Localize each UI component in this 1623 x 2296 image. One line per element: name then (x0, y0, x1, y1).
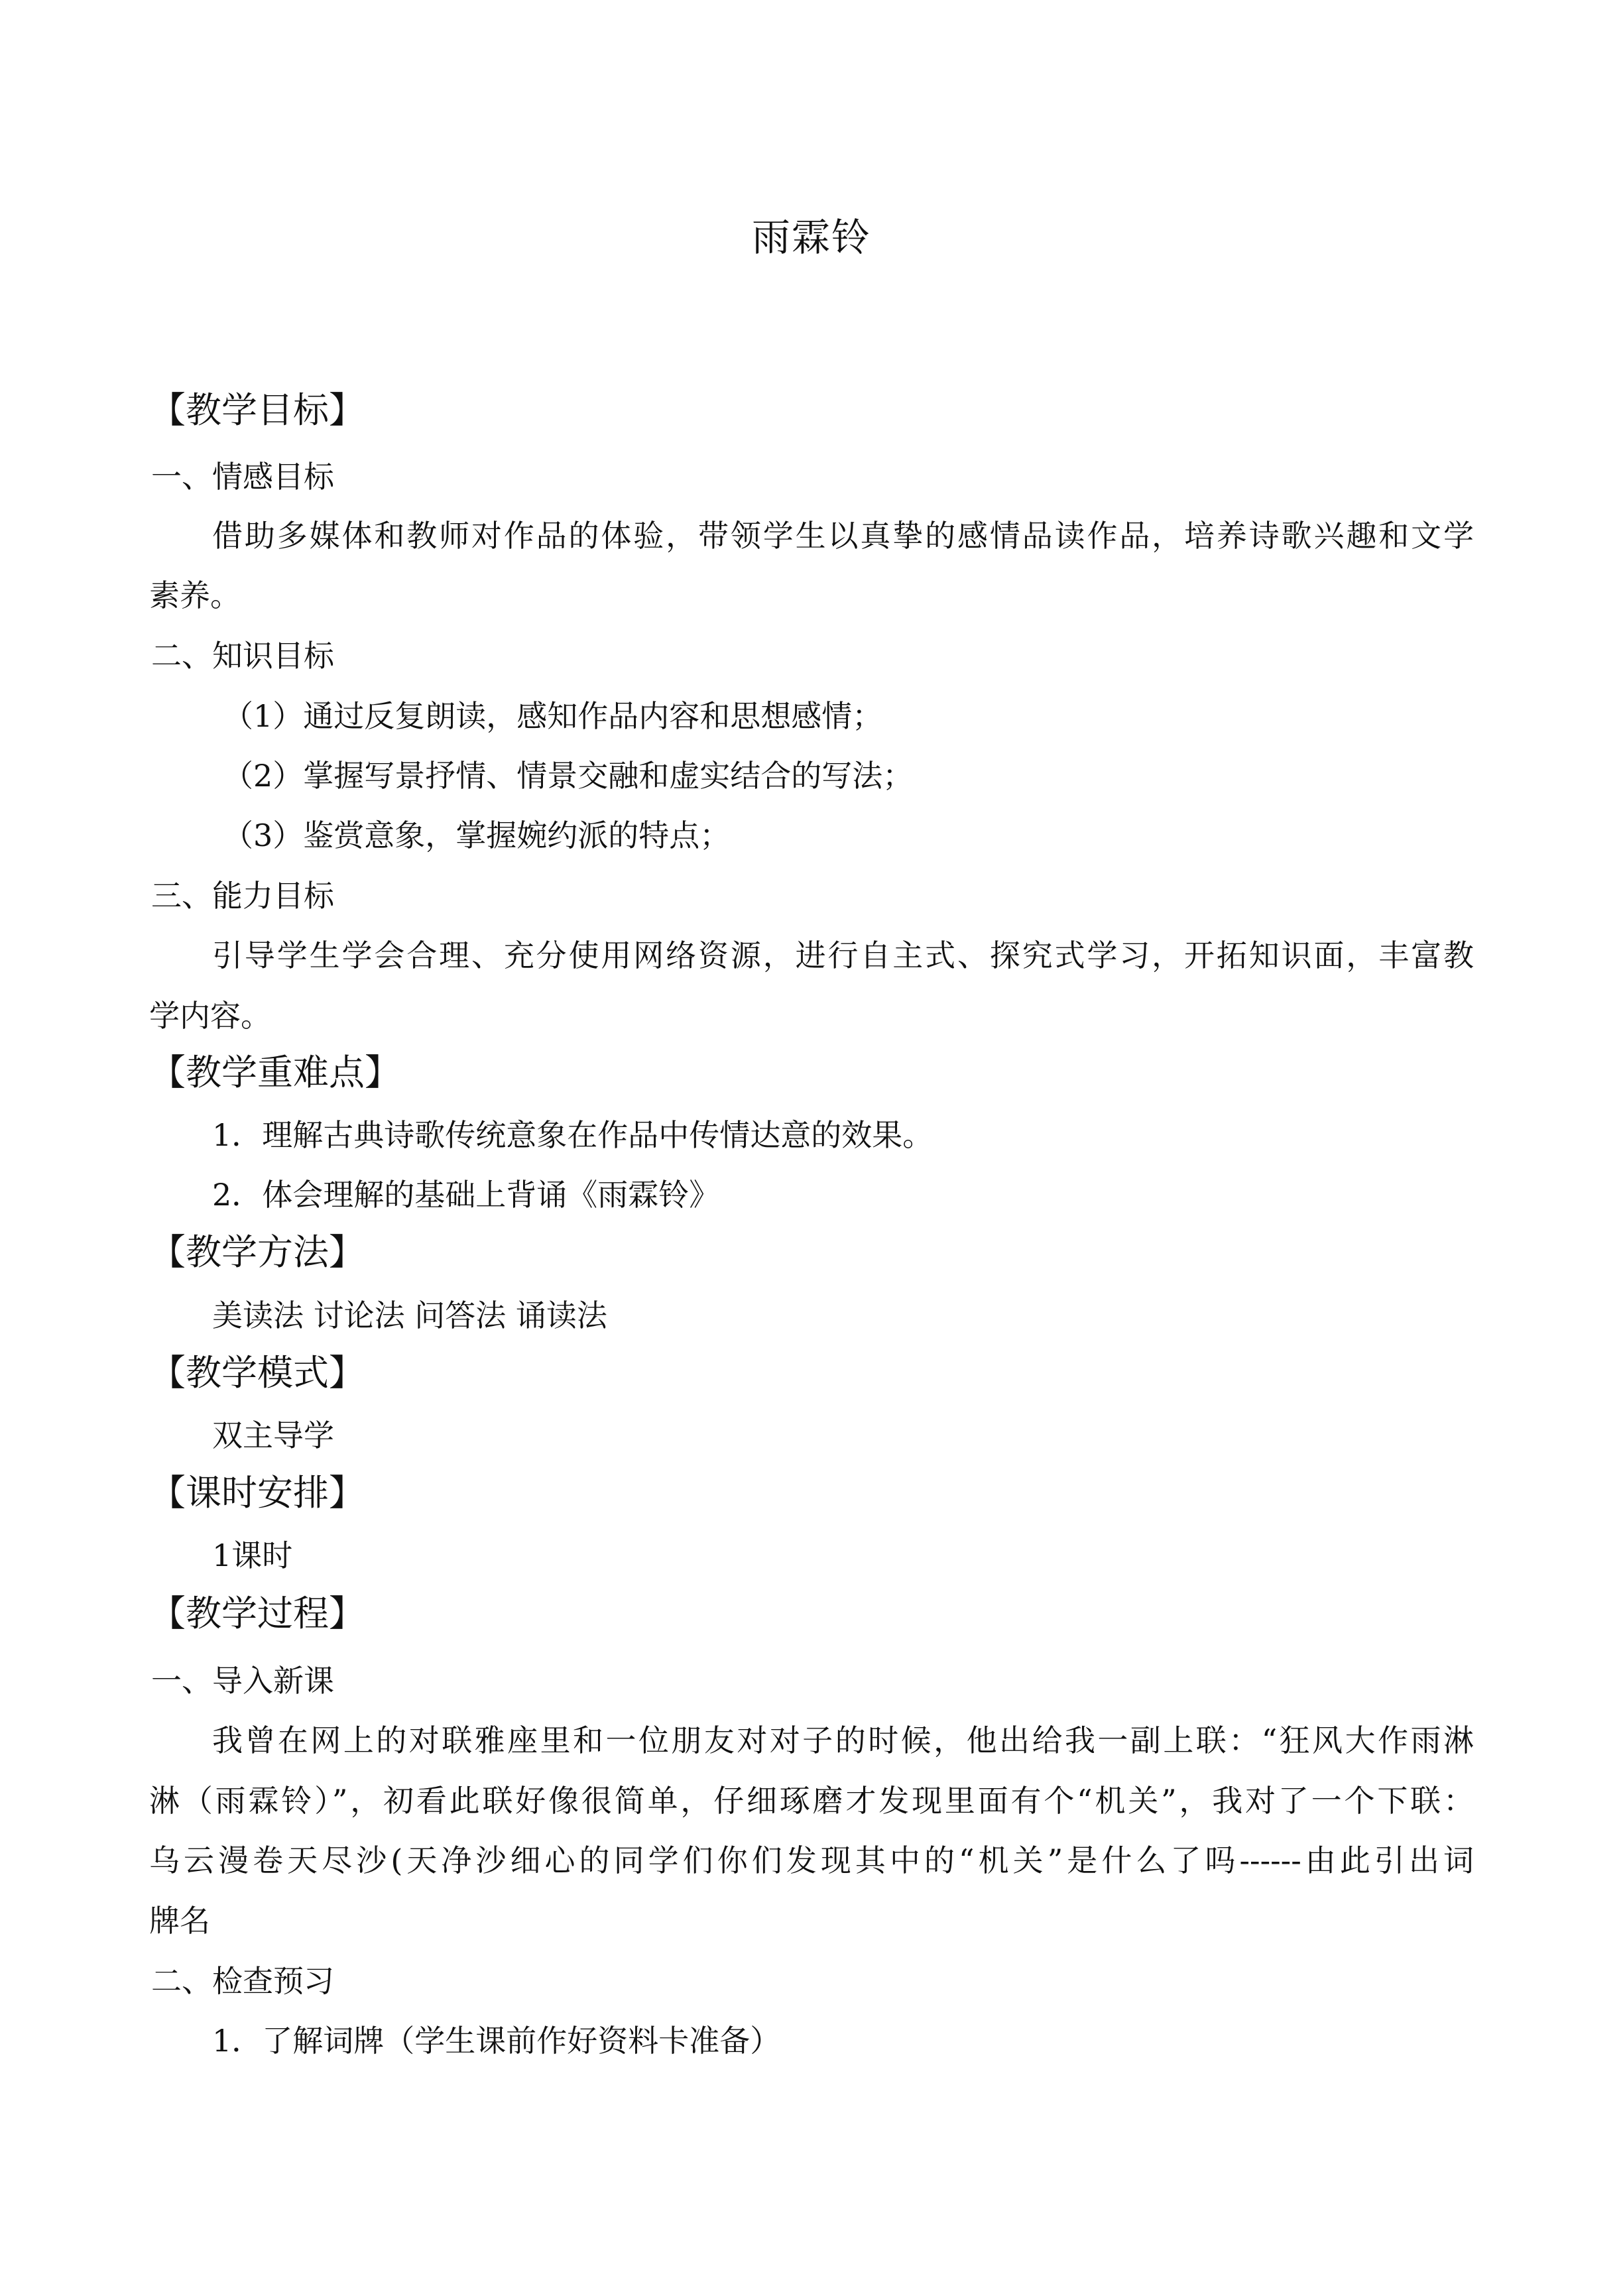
list-item: 1．了解词牌（学生课前作好资料卡准备） (212, 2023, 781, 2059)
paragraph-line: 引导学生学会合理、充分使用网络资源，进行自主式、探究式学习，开拓知识面，丰富教 (212, 937, 1474, 973)
paragraph-line: 借助多媒体和教师对作品的体验，带领学生以真挚的感情品读作品，培养诗歌兴趣和文学 (212, 518, 1474, 554)
list-item: （2）掌握写景抒情、情景交融和虚实结合的写法； (223, 758, 914, 794)
section-heading-teaching-methods: 【教学方法】 (150, 1231, 365, 1273)
list-item: 1．理解古典诗歌传统意象在作品中传情达意的效果。 (212, 1117, 933, 1153)
subheading-knowledge-goals: 二、知识目标 (151, 638, 334, 674)
subheading-emotional-goals: 一、情感目标 (151, 459, 334, 495)
list-item: （3）鉴赏意象，掌握婉约派的特点； (223, 817, 731, 853)
paragraph-line: 牌名 (149, 1903, 210, 1939)
paragraph-line: 乌云漫卷天尽沙(天净沙细心的同学们你们发现其中的“机关”是什么了吗------由此引出词 (149, 1843, 1474, 1878)
paragraph-line: 素养。 (149, 577, 241, 613)
section-heading-teaching-mode: 【教学模式】 (150, 1352, 365, 1394)
list-item: （1）通过反复朗读，感知作品内容和思想感情； (223, 698, 883, 734)
subheading-ability-goals: 三、能力目标 (151, 878, 334, 914)
subheading-introduction: 一、导入新课 (151, 1663, 334, 1699)
subheading-preview-check: 二、检查预习 (151, 1963, 334, 1999)
section-heading-teaching-objectives: 【教学目标】 (150, 389, 365, 431)
methods-text: 美读法 讨论法 问答法 诵读法 (212, 1298, 607, 1333)
mode-text: 双主导学 (212, 1418, 334, 1453)
paragraph-line: 学内容。 (149, 998, 271, 1034)
document-title: 雨霖铃 (751, 215, 871, 260)
list-item: 2．体会理解的基础上背诵《雨霖铃》 (212, 1177, 720, 1213)
section-heading-teaching-process: 【教学过程】 (150, 1593, 365, 1634)
paragraph-line: 淋（雨霖铃）”，初看此联好像很简单，仔细琢磨才发现里面有个“机关”，我对了一个下联： (149, 1783, 1474, 1819)
paragraph-line: 我曾在网上的对联雅座里和一位朋友对对子的时候，他出给我一副上联：“狂风大作雨淋 (212, 1722, 1474, 1758)
class-hours-text: 1课时 (212, 1538, 293, 1573)
section-heading-class-hours: 【课时安排】 (150, 1472, 365, 1514)
section-heading-key-points: 【教学重难点】 (150, 1052, 400, 1093)
